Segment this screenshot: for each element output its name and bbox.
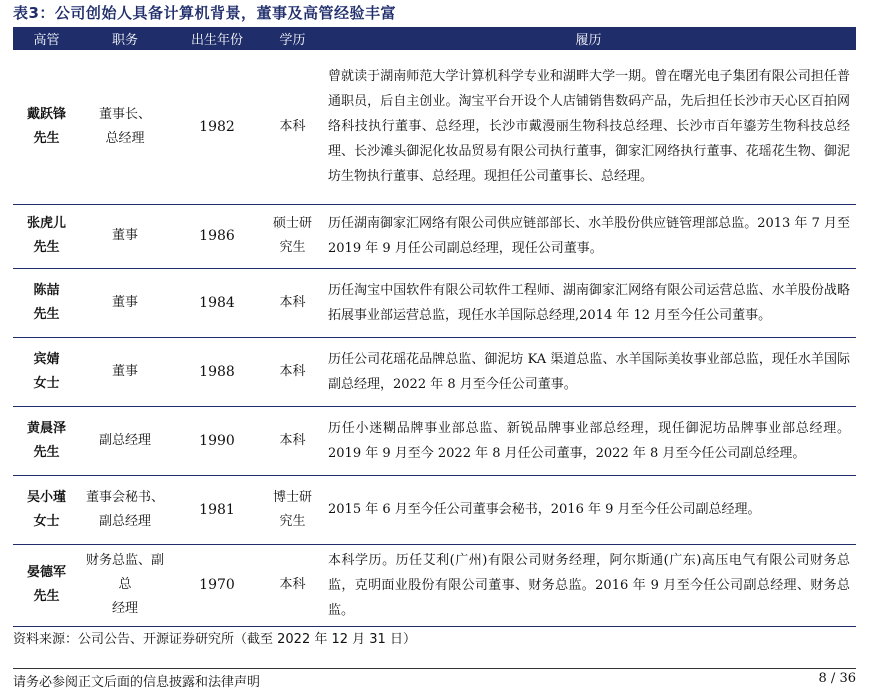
executive-education: 本科 [264,50,321,204]
table-row [13,544,856,626]
header-birth-year: 出生年份 [170,27,264,50]
table-row [13,406,856,475]
page-number: 8 / 36 [818,671,856,686]
executive-resume: 历任小迷糊品牌事业部总监、新锐品牌事业部总经理，现任御泥坊品牌事业部总经理。2019 年 9 月至今 2022 年 8 月任公司董事，2022 年 8 月至今任公司副总经理。 [321,406,856,475]
executive-birth-year: 1982 [170,50,264,204]
executive-position: 财务总监、副总 经理 [80,544,170,626]
executive-education: 博士研 究生 [264,475,321,544]
executive-education: 硕士研 究生 [264,204,321,268]
executive-name: 戴跃锋 先生 [13,50,80,204]
header-resume: 履历 [321,27,856,50]
executive-birth-year: 1990 [170,406,264,475]
executive-position: 董事 [80,268,170,337]
executive-position: 副总经理 [80,406,170,475]
header-row [13,27,856,50]
executive-name: 张虎儿 先生 [13,204,80,268]
executive-birth-year: 1984 [170,268,264,337]
executive-education: 本科 [264,544,321,626]
executive-name: 陈喆 先生 [13,268,80,337]
executive-education: 本科 [264,337,321,406]
executive-resume: 2015 年 6 月至今任公司董事会秘书，2016 年 9 月至今任公司副总经理。 [321,475,856,544]
executive-position: 董事 [80,204,170,268]
footer-divider [13,668,856,669]
executive-education: 本科 [264,268,321,337]
executive-name: 黄晨泽 先生 [13,406,80,475]
executive-resume: 本科学历。历任艾利(广州)有限公司财务经理，阿尔斯通(广东)高压电气有限公司财务总监，克明面业股份有限公司董事、财务总监。2016 年 9 月至今任公司副总经理、财务总监。 [321,544,856,626]
table-row [13,204,856,268]
executive-name: 宾婧 女士 [13,337,80,406]
table-row [13,475,856,544]
source-note: 资料来源：公司公告、开源证券研究所（截至 2022 年 12 月 31 日） [13,632,416,647]
executive-birth-year: 1988 [170,337,264,406]
executive-position: 董事长、 总经理 [80,50,170,204]
executive-resume: 历任湖南御家汇网络有限公司供应链部部长、水羊股份供应链管理部总监。2013 年 7 月至 2019 年 9 月任公司副总经理，现任公司董事。 [321,204,856,268]
executive-birth-year: 1970 [170,544,264,626]
executive-position: 董事 [80,337,170,406]
executive-education: 本科 [264,406,321,475]
executive-birth-year: 1981 [170,475,264,544]
executives-table [13,27,856,627]
header-executive: 高管 [13,27,80,50]
executive-name: 吴小瑾 女士 [13,475,80,544]
header-education: 学历 [264,27,321,50]
executive-resume: 曾就读于湖南师范大学计算机科学专业和湖畔大学一期。曾在曙光电子集团有限公司担任普通职员，后自主创业。淘宝平台开设个人店铺销售数码产品，先后担任长沙市天心区百拍网络科技执行董事、总经理，长沙市戴漫丽生物科技总经理、长沙市百年鎏芳生物科技总经理、长沙滩头御泥化妆品贸易有限公司执行董事，御家汇网络执行董事、花瑶花生物、御泥坊生物执行董事、总经理。现担任公司董事长、总经理。 [321,50,856,204]
table-row [13,50,856,204]
header-position: 职务 [80,27,170,50]
executive-position: 董事会秘书、 副总经理 [80,475,170,544]
footer-disclaimer: 请务必参阅正文后面的信息披露和法律声明 [13,675,261,690]
table-row [13,268,856,337]
executive-name: 晏德军 先生 [13,544,80,626]
executive-resume: 历任公司花瑶花品牌总监、御泥坊 KA 渠道总监、水羊国际美妆事业部总监，现任水羊国际副总经理，2022 年 8 月至今任公司董事。 [321,337,856,406]
table-title: 表3：公司创始人具备计算机背景，董事及高管经验丰富 [13,4,396,22]
executive-resume: 历任淘宝中国软件有限公司软件工程师、湖南御家汇网络有限公司运营总监、水羊股份战略拓展事业部运营总监，现任水羊国际总经理,2014 年 12 月至今任公司董事。 [321,268,856,337]
table-row [13,337,856,406]
executive-birth-year: 1986 [170,204,264,268]
